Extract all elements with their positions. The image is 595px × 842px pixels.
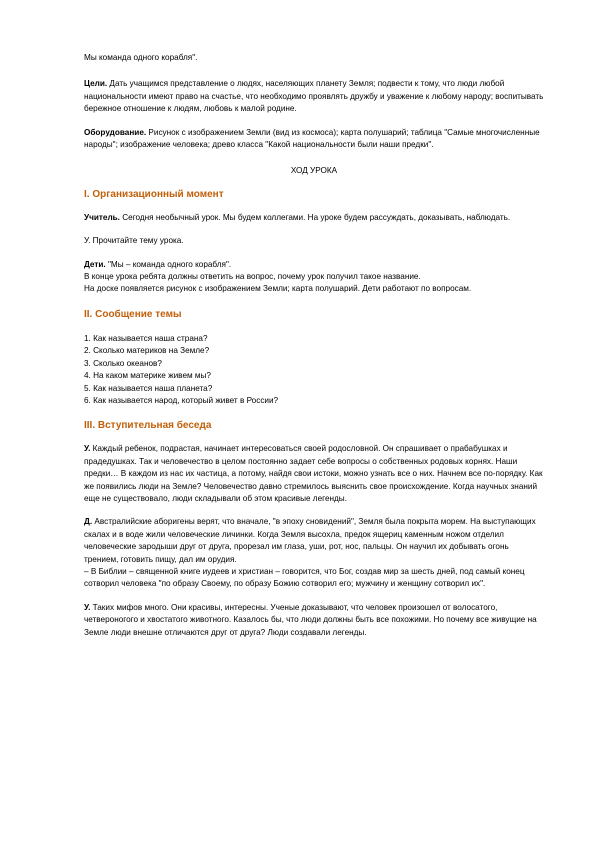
p3-text: Таких мифов много. Они красивы, интересны. Ученые доказывают, что человек произошел от волосатого, четвероногого и хвостатого животного. Казалось бы, что люди должны быть все похожими. Но почему все живущие на Земле люди внешне отличаются друг от друга? Люди создавали легенды. [84, 602, 537, 637]
list-item: 3. Сколько океанов? [84, 358, 162, 368]
list-item: 5. Как называется наша планета? [84, 383, 213, 393]
section1-title: I. Организационный момент [84, 188, 224, 200]
questions-list [84, 333, 544, 407]
topic-line: Мы команда одного корабля". [84, 53, 198, 62]
equipment-label: Оборудование. [84, 127, 147, 137]
section3-paragraph2 [84, 516, 544, 566]
section2-title: II. Сообщение темы [84, 308, 182, 320]
p3-label: У. [84, 602, 91, 612]
list-item: 1. Как называется наша страна? [84, 333, 208, 343]
list-item: 4. На каком материке живем мы? [84, 371, 211, 381]
children-label: Дети. [84, 259, 106, 269]
section3-paragraph3 [84, 602, 544, 639]
document-page [84, 52, 544, 639]
list-item: 2. Сколько материков на Земле? [84, 346, 210, 356]
section1-line2: В конце урока ребята должны ответить на вопрос, почему урок получил такое название. [84, 272, 421, 282]
goals-paragraph [84, 78, 544, 115]
goals-label: Цели. [84, 79, 108, 89]
teacher-paragraph [84, 212, 544, 224]
lesson-heading: ХОД УРОКА [290, 166, 338, 176]
section3-paragraph2-cont: – В Библии – священной книге иудеев и христиан – говорится, что Бог, создав мир за шесть дней, под самый конец сотворил человека "по образу Своему, по образу Божию сотворил его; мужчину и женщину сотворил их". [84, 566, 525, 589]
equipment-text: Рисунок с изображением Земли (вид из космоса); карта полушарий; таблица "Самые многочисленные народы"; изображение человека; древо класса "Какой национальности были наши предки". [84, 127, 540, 150]
p1-label: У. [84, 444, 91, 454]
section3-paragraph1 [84, 443, 544, 505]
p2-label: Д. [84, 517, 93, 527]
equipment-paragraph [84, 127, 544, 152]
section3-title: III. Вступительная беседа [84, 420, 212, 432]
children-answer [84, 259, 544, 271]
section1-line3: На доске появляется рисунок с изображением Земли; карта полушарий. Дети работают по вопросам. [84, 284, 472, 294]
p1-text: Каждый ребенок, подрастая, начинает интересоваться своей родословной. Он спрашивает о прабабушках и прадедушках. Так и человечество в целом постоянно задает себе вопросы о собственных родовых корнях. Наши предки… В каждом из нас их частица, а потому, найдя свои истоки, можно узнать все о них. Начнем все по-порядку. Как же появились люди на Земле? Человечество давно стремилось выяснить свое происхождение. Когда научных знаний еще не существовало, люди складывали об этом красивые легенды. [84, 444, 543, 503]
teacher-label: Учитель. [84, 212, 120, 222]
teacher-text: Сегодня необычный урок. Мы будем коллегами. На уроке будем рассуждать, доказывать, наблюдать. [119, 212, 511, 222]
children-text: "Мы – команда одного корабля". [105, 259, 232, 269]
task-line: У. Прочитайте тему урока. [84, 236, 184, 246]
p2-text: Австралийские аборигены верят, что вначале, "в эпоху сновидений", Земля была покрыта морем. На выступающих скалах и в воде жили человеческие личинки. Когда Земля высохла, предок ящериц каменным ножом отделил человеческие зародыши друг от друга, прорезал им глаза, уши, рот, нос, пальцы. Он научил их добывать огонь трением, готовить пищу, дал им орудия. [84, 517, 536, 564]
list-item: 6. Как называется народ, который живет в России? [84, 395, 279, 405]
goals-text: Дать учащимся представление о людях, населяющих планету Земля; подвести к тому, что люди любой национальности имеют право на счастье, что необходимо проявлять дружбу и уважение к любому народу; воспитывать бережное отношение к людям, любовь к малой родине. [84, 79, 544, 114]
